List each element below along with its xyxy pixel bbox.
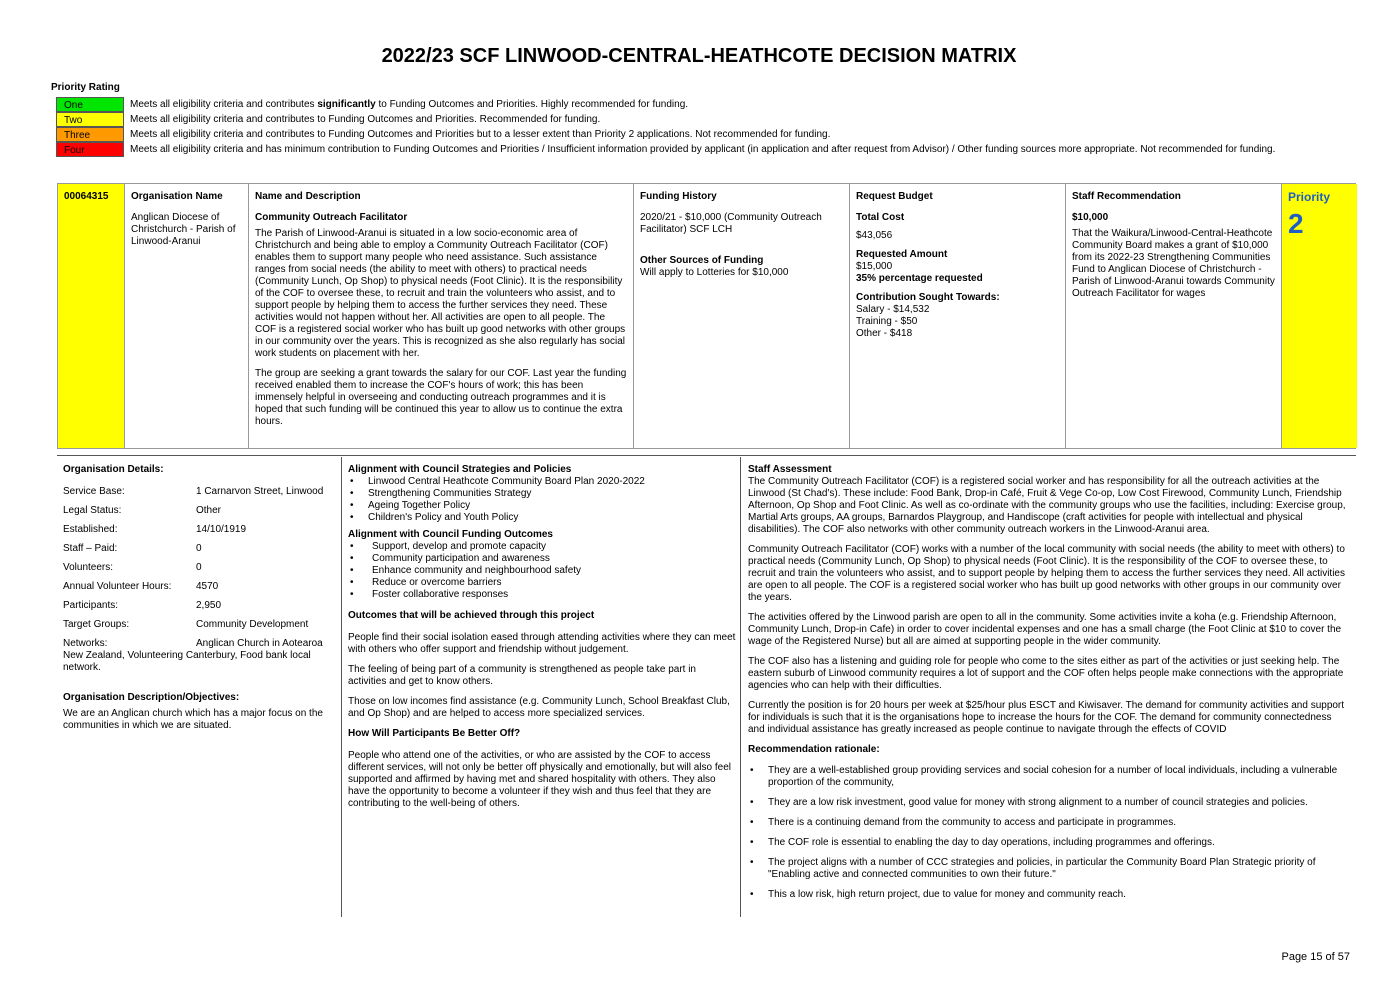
request-budget-cell — [850, 184, 1066, 448]
list-item: • There is a continuing demand from the community to access and participate in programmes. — [748, 817, 1350, 829]
description-paragraph: The Parish of Linwood-Aranui is situated in a low socio-economic area of Christchurch and being able to employ a Community Outreach Facilitator (COF) enables them to support many people who need assistance. Such assistance ranges from social needs (the ability to meet with others) to practical needs (Community Lunch, Op Shop) to physical needs (Foot Clinic). It is the responsibility of the COF to oversee these, to recruit and train the volunteers who assist, and to support people by helping them to access the further services they need. These activities would not happen without her. All activities are open to all people. The COF is a registered social worker who has built up good networks with other groups in our community over the years. This is recognized as she also regularly has social work students on placement with her. — [255, 228, 626, 359]
funding-history-cell — [634, 184, 850, 448]
staff-recommendation-header: Staff Recommendation — [1072, 191, 1181, 202]
request-budget-header: Request Budget — [856, 191, 933, 202]
achieved-heading: Outcomes that will be achieved through this project — [348, 610, 595, 621]
list-item: • Foster collaborative responses — [348, 589, 736, 601]
detail-row: Service Base: 1 Carnarvon Street, Linwood — [63, 486, 324, 497]
contribution-item: Salary - $14,532 — [856, 304, 930, 315]
list-item: • Community participation and awareness — [348, 553, 736, 565]
priority-swatch-four: Four — [56, 142, 124, 157]
decision-matrix-row — [57, 183, 1356, 449]
list-item: • They are a well-established group providing services and social cohesion for a number of local individuals, including a vulnerable proportion of the community, — [748, 765, 1350, 789]
priority-row-four — [56, 142, 1311, 157]
requested-amount-value: $15,000 — [856, 261, 893, 272]
contribution-label: Contribution Sought Towards: — [856, 292, 1000, 303]
contribution-item: Training - $50 — [856, 316, 918, 327]
assessment-paragraph: Community Outreach Facilitator (COF) works with a number of the local community with social needs (the ability to meet with others) to practical needs (Community Lunch, Op Shop) to physical needs (Foot Clinic). It is the responsibility of the COF to oversee these, to recruit and train the volunteers who assist, and to support people by helping them to access the further services they need. All activities are open to all people. The COF is a registered social worker who has built up good networks with other groups in our community over the years. — [748, 544, 1345, 603]
org-description-heading: Organisation Description/Objectives: — [63, 692, 240, 703]
project-name: Community Outreach Facilitator — [255, 212, 408, 223]
priority-rating-heading: Priority Rating — [51, 82, 120, 93]
name-description-header: Name and Description — [255, 191, 361, 202]
staff-recommendation-amount: $10,000 — [1072, 212, 1109, 223]
org-name-header: Organisation Name — [131, 191, 223, 202]
column-divider — [740, 457, 741, 917]
strategies-heading: Alignment with Council Strategies and Policies — [348, 464, 572, 475]
list-item: • Children's Policy and Youth Policy — [348, 512, 736, 524]
achieved-paragraph: Those on low incomes find assistance (e.g. Community Lunch, School Breakfast Club, and Op Shop) and are helped to access more specialized services. — [348, 696, 730, 719]
percentage-requested: 35% percentage requested — [856, 273, 983, 284]
org-description-text: We are an Anglican church which has a major focus on the communities in which we are situated. — [63, 708, 323, 731]
priority-row-one — [56, 97, 1311, 112]
outcomes-heading: Alignment with Council Funding Outcomes — [348, 529, 553, 540]
priority-desc-two: Meets all eligibility criteria and contributes to Funding Outcomes and Priorities. Recommended for funding. — [130, 114, 601, 125]
list-item: • Ageing Together Policy — [348, 500, 736, 512]
other-sources-text: Will apply to Lotteries for $10,000 — [640, 267, 789, 278]
priority-rating-legend — [56, 97, 1311, 157]
other-sources-header: Other Sources of Funding — [640, 255, 764, 266]
total-cost-value: $43,056 — [856, 230, 893, 241]
priority-desc-three: Meets all eligibility criteria and contributes to Funding Outcomes and Priorities but to a lesser extent than Priority 2 applications. Not recommended for funding. — [130, 129, 831, 140]
priority-swatch-two: Two — [56, 112, 124, 127]
organisation-details-column — [63, 464, 335, 732]
application-id-cell — [58, 184, 125, 448]
list-item: • Linwood Central Heathcote Community Board Plan 2020-2022 — [348, 476, 736, 488]
list-item: • The COF role is essential to enabling the day to day operations, including programmes and offerings. — [748, 837, 1350, 849]
detail-row: Staff – Paid: 0 — [63, 543, 202, 554]
priority-desc-one: Meets all eligibility criteria and contributes significantly to Funding Outcomes and Priorities. Highly recommended for funding. — [130, 99, 689, 110]
application-id: 00064315 — [64, 191, 109, 202]
detail-row: Legal Status: Other — [63, 505, 222, 516]
achieved-paragraph: The feeling of being part of a community is strengthened as people take part in activities and get to know others. — [348, 664, 696, 687]
description-paragraph: The group are seeking a grant towards the salary for our COF. Last year the funding received enabled them to increase the COF's hours of work; this has been immensely helpful in overseeing and conducting outreach programmes and it is hoped that such funding will be continued this year to allow us to continue the extra hours. — [255, 368, 627, 427]
staff-recommendation-text: That the Waikura/Linwood-Central-Heathcote Community Board makes a grant of $10,000 from its 2022-23 Strengthening Communities Fund to Anglican Diocese of Christchurch - Parish of Linwood-Aranui towards Community Outreach Facilitator for wages — [1072, 228, 1275, 299]
total-cost-label: Total Cost — [856, 212, 905, 223]
assessment-paragraph: Currently the position is for 20 hours per week at $25/hour plus ESCT and Kiwisaver. The demand for community activities and support for individuals is such that it is the organisations hope to increase the hours for the COF. The demand for community connectedness and individual assistance has greatly increased as people continue to navigate through the effects of COVID — [748, 700, 1345, 735]
contribution-item: Other - $418 — [856, 328, 913, 339]
detail-row: Annual Volunteer Hours: 4570 — [63, 581, 219, 592]
funding-history-text: 2020/21 - $10,000 (Community Outreach Facilitator) SCF LCH — [640, 212, 822, 235]
assessment-paragraph: The COF also has a listening and guiding role for people who come to the sites either as part of the activities or just seeking help. The eastern suburb of Linwood community requires a lot of support and the COF often helps people make connections with the appropriate agencies who can help with their difficulties. — [748, 656, 1344, 691]
requested-amount-label: Requested Amount — [856, 249, 948, 260]
column-divider — [341, 457, 342, 917]
assessment-paragraph: The activities offered by the Linwood parish are open to all in the community. Some activities invite a koha (e.g. Friendship Afternoon, Community Lunch, Drop-in Cafe) in order to cover incidental expenses and one has a small charge (the Foot Clinic at $10 to cover the wage of the Registered Nurse) but all are aimed at supporting people in the wider community. — [748, 612, 1342, 647]
org-name-cell — [125, 184, 249, 448]
list-item: • The project aligns with a number of CCC strategies and policies, in particular the Community Board Plan Strategic priority of "Enabling active and connected communities to own their future." — [748, 857, 1350, 881]
better-off-text: People who attend one of the activities, or who are assisted by the COF to access different services, will not only be better off physically and emotionally, but will also feel supported and affirmed by having met and shared hospitality with others. They also have the opportunity to become a volunteer if they wish and thus feel that they are contributing to the well-being of others. — [348, 750, 731, 809]
rationale-heading: Recommendation rationale: — [748, 744, 880, 755]
priority-swatch-three: Three — [56, 127, 124, 142]
priority-label: Priority — [1288, 190, 1331, 204]
funding-history-header: Funding History — [640, 191, 717, 202]
org-name: Anglican Diocese of Christchurch - Parish of Linwood-Aranui — [131, 212, 236, 247]
detail-row: Volunteers: 0 — [63, 562, 202, 573]
staff-assessment-heading: Staff Assessment — [748, 464, 832, 475]
priority-row-two — [56, 112, 1311, 127]
list-item: • Support, develop and promote capacity — [348, 541, 736, 553]
list-item: • This a low risk, high return project, due to value for money and community reach. — [748, 889, 1350, 901]
assessment-paragraph: The Community Outreach Facilitator (COF) is a registered social worker and has responsibility for all the outreach activities at the Linwood (St Chad's). These include: Food Bank, Drop-in Café, Fruit & Vege Co-op, Low Cost Firewood, Community Lunch, Friendship Afternoon, Op Shop and Foot Clinic. As well as co-ordinate with the community groups who use the facilities, including: Exercise group, Martial Arts groups, AA groups, Barnardos Playgroup, and Handiscope (craft activities for people with intellectual and physical disabilities). The COF also networks with other community outreach workers in the Linwood-Aranui area. — [748, 476, 1346, 535]
priority-desc-four: Meets all eligibility criteria and has minimum contribution to Funding Outcomes and Priorities / Insufficient information provided by applicant (in application and after request from Advisor) / Other funding sources more appropriate. Not recommended for funding. — [130, 144, 1276, 155]
strategies-list — [348, 476, 736, 524]
networks-row: Networks: Anglican Church in Aotearoa New Zealand, Volunteering Canterbury, Food bank local network. — [63, 638, 323, 673]
achieved-paragraph: People find their social isolation eased through attending activities where they can meet with others who offer support and friendship without judgement. — [348, 632, 736, 655]
priority-value: 2 — [1288, 208, 1304, 239]
page-title: 2022/23 SCF LINWOOD-CENTRAL-HEATHCOTE DECISION MATRIX — [381, 45, 1017, 67]
list-item: • Enhance community and neighbourhood safety — [348, 565, 736, 577]
priority-cell — [1282, 184, 1357, 448]
better-off-heading: How Will Participants Be Better Off? — [348, 728, 521, 739]
priority-row-three — [56, 127, 1311, 142]
staff-recommendation-cell — [1066, 184, 1282, 448]
outcomes-list — [348, 541, 736, 601]
org-details-heading: Organisation Details: — [63, 464, 164, 475]
rationale-list — [748, 765, 1350, 901]
priority-swatch-one: One — [56, 97, 124, 112]
name-description-cell — [249, 184, 634, 448]
detail-row: Established: 14/10/1919 — [63, 524, 247, 535]
alignment-column — [348, 464, 736, 810]
staff-assessment-column — [748, 464, 1350, 901]
list-item: • Strengthening Communities Strategy — [348, 488, 736, 500]
list-item: • Reduce or overcome barriers — [348, 577, 736, 589]
page-number: Page 15 of 57 — [1281, 951, 1350, 963]
detail-row: Participants: 2,950 — [63, 600, 222, 611]
detail-row: Target Groups: Community Development — [63, 619, 309, 630]
list-item: • They are a low risk investment, good value for money with strong alignment to a number of council strategies and policies. — [748, 797, 1350, 809]
section-divider — [57, 455, 1356, 456]
